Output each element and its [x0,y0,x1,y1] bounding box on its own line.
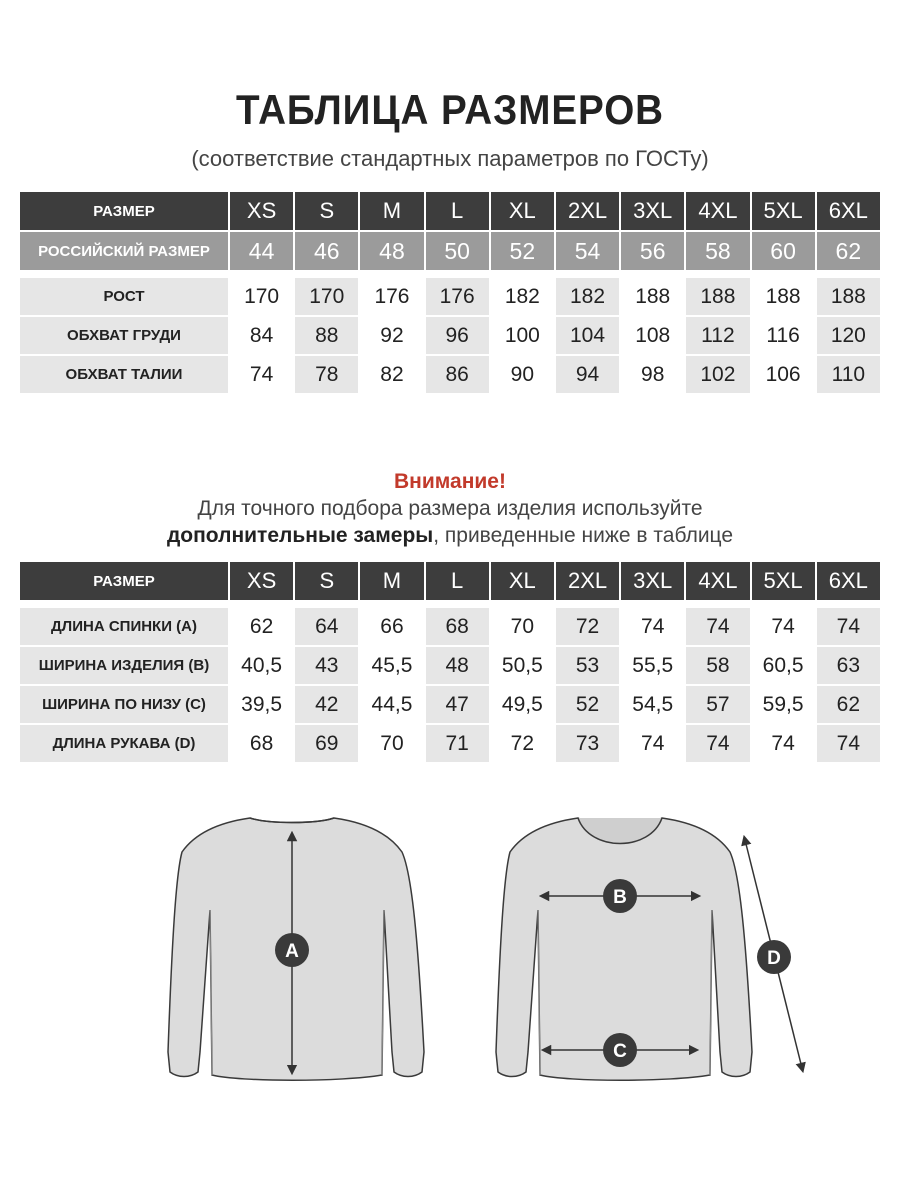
table-cell: 72 [556,608,619,645]
marker-c-label: C [613,1041,627,1062]
notice-line-1: Для точного подбора размера изделия используйте [197,497,703,520]
marker-b [603,879,637,913]
table-cell: 73 [556,725,619,762]
table-cell: 74 [752,608,815,645]
russian-size-cell: 60 [752,232,815,270]
size-header-cell: 4XL [686,562,749,600]
marker-a-label: A [285,941,299,962]
table-cell: 88 [295,317,358,354]
russian-size-cell: 56 [621,232,684,270]
size-header-cell: 6XL [817,192,880,230]
table-cell: 71 [426,725,489,762]
table-cell: 84 [230,317,293,354]
table-cell: 182 [556,278,619,315]
table-cell: 63 [817,647,880,684]
size-header-cell: L [426,192,489,230]
russian-size-cell: 44 [230,232,293,270]
russian-size-label: РОССИЙСКИЙ РАЗМЕР [20,232,228,270]
russian-size-cell: 58 [686,232,749,270]
size-header-label: РАЗМЕР [20,562,228,600]
size-header-cell: XL [491,562,554,600]
table-cell: 50,5 [491,647,554,684]
size-header-row [20,192,880,230]
table-row [20,608,880,645]
table-cell: 188 [817,278,880,315]
table-cell: 62 [817,686,880,723]
table-cell: 53 [556,647,619,684]
table-cell: 45,5 [360,647,423,684]
table-cell: 70 [360,725,423,762]
garment-measurement-diagram [0,790,900,1090]
table-cell: 69 [295,725,358,762]
table-cell: 58 [686,647,749,684]
table-cell: 42 [295,686,358,723]
marker-a [275,933,309,967]
table-cell: 104 [556,317,619,354]
table-cell: 188 [686,278,749,315]
table-cell: 70 [491,608,554,645]
marker-d [757,940,791,974]
row-label-sleeve-length: ДЛИНА РУКАВА (D) [20,725,228,762]
table-cell: 39,5 [230,686,293,723]
table-cell: 44,5 [360,686,423,723]
size-header-cell: S [295,192,358,230]
table-cell: 94 [556,356,619,393]
table-cell: 100 [491,317,554,354]
row-label-height: РОСТ [20,278,228,315]
table-cell: 98 [621,356,684,393]
table-cell: 54,5 [621,686,684,723]
table-cell: 120 [817,317,880,354]
russian-size-cell: 62 [817,232,880,270]
russian-size-cell: 50 [426,232,489,270]
size-header-cell: XS [230,192,293,230]
page-subtitle: (соответствие стандартных параметров по ГОСТу) [191,146,709,171]
table-cell: 188 [752,278,815,315]
row-label-width: ШИРИНА ИЗДЕЛИЯ (B) [20,647,228,684]
table-cell: 74 [817,725,880,762]
table-cell: 112 [686,317,749,354]
table-cell: 82 [360,356,423,393]
table-row [20,278,880,315]
table-cell: 74 [230,356,293,393]
table-cell: 106 [752,356,815,393]
table-cell: 170 [295,278,358,315]
size-header-row [20,562,880,600]
table-cell: 102 [686,356,749,393]
table-cell: 48 [426,647,489,684]
table-cell: 64 [295,608,358,645]
table-cell: 86 [426,356,489,393]
table-cell: 78 [295,356,358,393]
russian-size-row [20,232,880,270]
marker-b-label: B [613,887,627,908]
table-cell: 182 [491,278,554,315]
table-cell: 52 [556,686,619,723]
table-cell: 90 [491,356,554,393]
row-label-waist: ОБХВАТ ТАЛИИ [20,356,228,393]
table-cell: 74 [621,725,684,762]
table-cell: 62 [230,608,293,645]
warning-heading: Внимание! [394,470,506,493]
size-header-cell: 4XL [686,192,749,230]
size-header-cell: 2XL [556,562,619,600]
size-header-cell: XL [491,192,554,230]
measurement-notice [0,468,900,549]
table-cell: 74 [686,608,749,645]
table-cell: 68 [426,608,489,645]
size-table-standard [18,190,882,395]
size-header-cell: 5XL [752,562,815,600]
marker-d-label: D [767,948,781,969]
size-header-cell: 6XL [817,562,880,600]
table-cell: 49,5 [491,686,554,723]
russian-size-cell: 46 [295,232,358,270]
table-cell: 40,5 [230,647,293,684]
table-cell: 188 [621,278,684,315]
table-cell: 72 [491,725,554,762]
size-header-cell: M [360,192,423,230]
russian-size-cell: 52 [491,232,554,270]
page-title: ТАБЛИЦА РАЗМЕРОВ [235,86,665,133]
table-cell: 110 [817,356,880,393]
table-cell: 57 [686,686,749,723]
table-cell: 74 [621,608,684,645]
row-label-back-length: ДЛИНА СПИНКИ (A) [20,608,228,645]
size-header-cell: 3XL [621,192,684,230]
table-cell: 55,5 [621,647,684,684]
table-cell: 116 [752,317,815,354]
row-label-chest: ОБХВАТ ГРУДИ [20,317,228,354]
table-cell: 66 [360,608,423,645]
table-row [20,356,880,393]
table-cell: 92 [360,317,423,354]
table-row [20,725,880,762]
size-table-measurements [18,560,882,764]
table-cell: 74 [817,608,880,645]
notice-line-2-rest: , приведенные ниже в таблице [433,524,734,547]
table-cell: 74 [752,725,815,762]
table-cell: 43 [295,647,358,684]
notice-line-2 [0,522,900,549]
size-header-cell: 2XL [556,192,619,230]
table-cell: 176 [360,278,423,315]
size-header-cell: L [426,562,489,600]
table-cell: 176 [426,278,489,315]
size-header-label: РАЗМЕР [20,192,228,230]
size-header-cell: M [360,562,423,600]
table-cell: 60,5 [752,647,815,684]
size-header-cell: 5XL [752,192,815,230]
notice-bold-text: дополнительные замеры [166,524,434,547]
table-cell: 68 [230,725,293,762]
size-header-cell: 3XL [621,562,684,600]
russian-size-cell: 48 [360,232,423,270]
table-cell: 108 [621,317,684,354]
table-cell: 96 [426,317,489,354]
table-cell: 59,5 [752,686,815,723]
table-cell: 47 [426,686,489,723]
row-label-hem-width: ШИРИНА ПО НИЗУ (C) [20,686,228,723]
table-row [20,317,880,354]
table-row [20,686,880,723]
russian-size-cell: 54 [556,232,619,270]
size-header-cell: S [295,562,358,600]
table-row [20,647,880,684]
table-cell: 170 [230,278,293,315]
marker-c [603,1033,637,1067]
size-header-cell: XS [230,562,293,600]
table-cell: 74 [686,725,749,762]
